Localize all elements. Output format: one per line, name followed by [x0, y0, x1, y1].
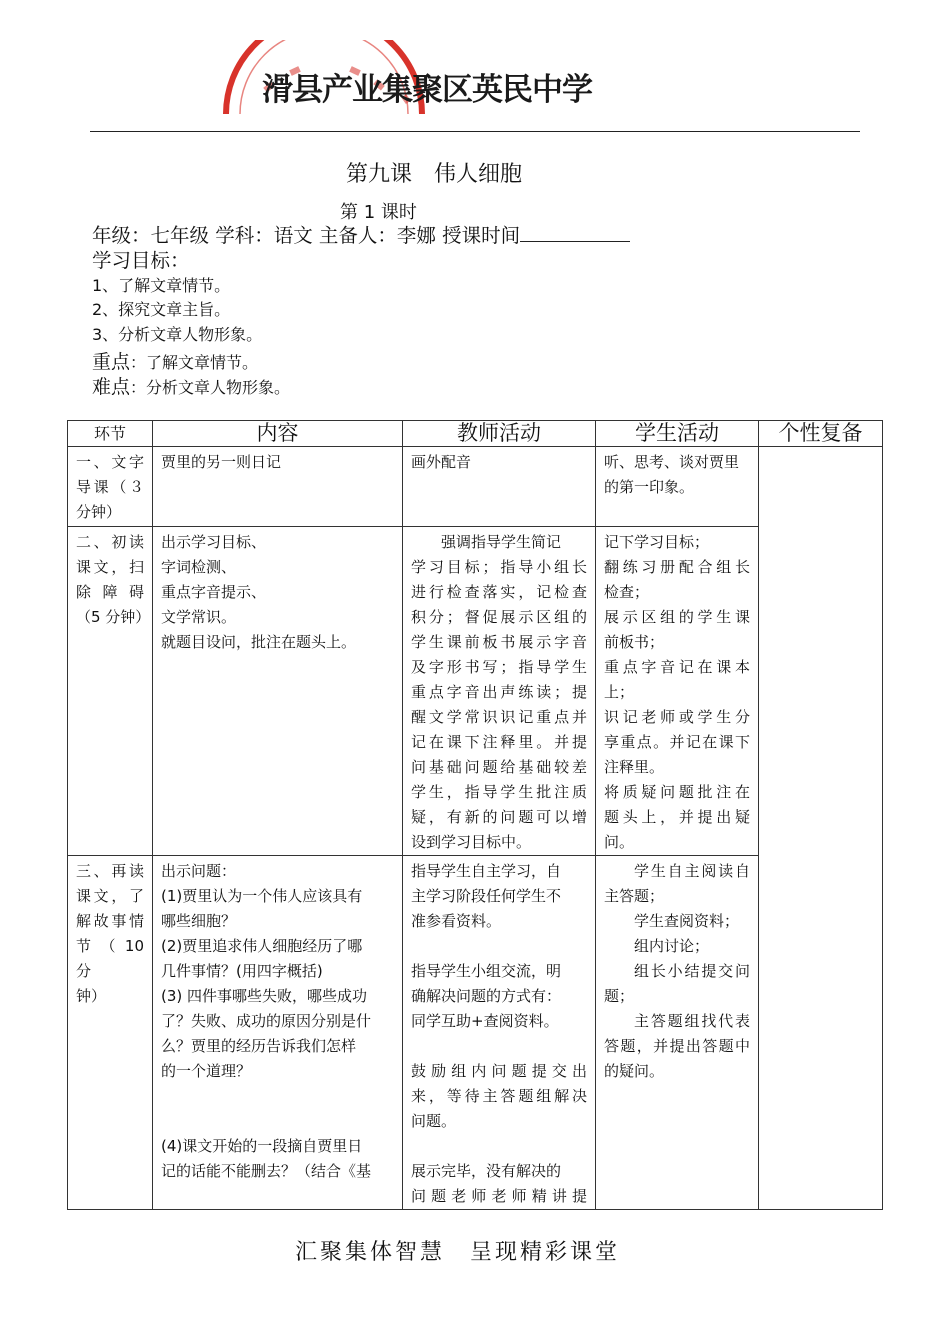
- student-line: 记下学习目标；: [604, 533, 710, 551]
- content-line: 记的话能不能删去？（结合《基: [161, 1162, 372, 1180]
- stage-line: 分钟）: [76, 503, 122, 521]
- stage-line: 解故事情: [76, 912, 144, 930]
- header-student-activity: 学生活动: [596, 421, 759, 447]
- notes-cell: [759, 447, 883, 1210]
- teacher-line: 问基础问题给基础较差: [411, 758, 587, 776]
- student-line: 展示区组的学生课: [604, 608, 750, 626]
- difficulty-point-label: 难点: [92, 376, 131, 398]
- teacher-line: 指导学生自主学习，自: [411, 862, 562, 880]
- teacher-line: 学生，指导学生批注质: [411, 783, 587, 801]
- header-teacher-activity: 教师活动: [403, 421, 596, 447]
- teacher-line: [411, 1034, 587, 1059]
- teacher-line: 重点字音出声练读；提: [411, 683, 587, 701]
- student-line: 题头上，并提出疑: [604, 808, 750, 826]
- school-name: 滑县产业集聚区英民中学: [262, 72, 592, 108]
- content-line: (4)课文开始的一段摘自贾里日: [161, 1137, 363, 1155]
- stage-line: 钟）: [76, 987, 107, 1005]
- student-cell: [596, 447, 759, 527]
- student-cell: [596, 856, 759, 1210]
- stage-line: 导课（３: [76, 478, 144, 496]
- teacher-line: 问题老师老师精讲提: [411, 1187, 587, 1205]
- content-line: [161, 1109, 394, 1134]
- student-line: 学生自主阅读自: [634, 862, 750, 880]
- teacher-line: 醒文学常识识记重点并: [411, 708, 587, 726]
- student-line: 重点字音记在课本: [604, 658, 750, 676]
- student-line: 的第一印象。: [604, 478, 695, 496]
- lesson-plan-table: [67, 420, 883, 1210]
- header-personal-notes: 个性复备: [759, 421, 883, 447]
- teacher-line: 学生课前板书展示字音: [411, 633, 587, 651]
- student-line: 听、思考、谈对贾里: [604, 453, 740, 471]
- student-line: 组内讨论；: [634, 937, 710, 955]
- table-row: [68, 447, 883, 527]
- teacher-line: [411, 934, 587, 959]
- teacher-cell: [403, 527, 596, 856]
- content-line: 的一个道理？: [161, 1062, 252, 1080]
- teacher-line: 学习目标；指导小组长: [411, 558, 587, 576]
- teacher-line: 积分；督促展示区组的: [411, 608, 587, 626]
- stage-line: 节（10 分: [76, 937, 149, 980]
- student-line: 主答题组找代表: [634, 1012, 750, 1030]
- teacher-line: 画外配音: [411, 453, 472, 471]
- teacher-cell: [403, 856, 596, 1210]
- student-line: 注释里。: [604, 758, 665, 776]
- content-cell: [153, 447, 403, 527]
- lesson-period: 第 1 课时: [340, 202, 417, 223]
- content-line: (3) 四件事哪些失败，哪些成功: [161, 987, 368, 1005]
- teacher-line: 鼓励组内问题提交出: [411, 1062, 587, 1080]
- student-line: 识记老师或学生分: [604, 708, 750, 726]
- teacher-line: [411, 1134, 587, 1159]
- student-line: 题；: [604, 987, 635, 1005]
- teacher-line: 记在课下注释里。并提: [411, 733, 587, 751]
- table-header-row: [68, 421, 883, 447]
- content-line: 文学常识。: [161, 608, 237, 626]
- content-line: 出示学习目标、: [161, 533, 267, 551]
- teaching-time-blank: [520, 223, 630, 242]
- goal-item: 1、了解文章情节。: [92, 276, 231, 295]
- student-line: 前板书；: [604, 633, 665, 651]
- difficulty-point: [92, 372, 290, 399]
- student-line: 上；: [604, 683, 635, 701]
- teacher-cell: [403, 447, 596, 527]
- stage-line: 一、文字: [76, 453, 144, 471]
- content-line: (2)贾里追求伟人细胞经历了哪: [161, 937, 363, 955]
- difficulty-point-text: ：分析文章人物形象。: [130, 378, 291, 397]
- lesson-meta-text: 年级：七年级 学科：语文 主备人：李娜 授课时间: [92, 224, 521, 247]
- content-line: 就题目设问，批注在题头上。: [161, 633, 357, 651]
- stage-cell: [68, 447, 153, 527]
- content-line: 字词检测、: [161, 558, 237, 576]
- content-line: 重点字音提示、: [161, 583, 267, 601]
- teacher-line: 强调指导学生简记: [441, 533, 562, 551]
- teacher-line: 指导学生小组交流，明: [411, 962, 562, 980]
- header-stage: 环节: [68, 421, 153, 447]
- stage-line: （5 分钟）: [76, 608, 151, 626]
- lesson-meta: [92, 220, 630, 248]
- content-line: (1)贾里认为一个伟人应该具有: [161, 887, 363, 905]
- content-line: 出示问题：: [161, 862, 237, 880]
- lesson-title: 第九课 伟人细胞: [346, 162, 523, 187]
- content-line: 了？失败、成功的原因分别是什: [161, 1012, 372, 1030]
- key-point-text: ：了解文章情节。: [130, 353, 259, 372]
- student-line: 检查；: [604, 583, 650, 601]
- header-rule: [90, 131, 860, 132]
- teacher-line: 及字形书写；指导学生: [411, 658, 587, 676]
- goal-item: 2、探究文章主旨。: [92, 300, 231, 319]
- teacher-line: 设到学习目标中。: [411, 833, 532, 851]
- teacher-line: 主学习阶段任何学生不: [411, 887, 562, 905]
- student-line: 学生查阅资料；: [634, 912, 740, 930]
- stage-line: 除 障 碍: [76, 583, 144, 601]
- student-cell: [596, 527, 759, 856]
- teacher-line: 问题。: [411, 1112, 457, 1130]
- content-line: 么？贾里的经历告诉我们怎样: [161, 1037, 357, 1055]
- student-line: 问。: [604, 833, 635, 851]
- footer-slogan: 汇聚集体智慧 呈现精彩课堂: [295, 1240, 621, 1265]
- content-line: 贾里的另一则日记: [161, 453, 282, 471]
- student-line: 答题，并提出答题中: [604, 1037, 750, 1055]
- stage-cell: [68, 527, 153, 856]
- stage-line: 课文，扫: [76, 558, 144, 576]
- teacher-line: 确解决问题的方式有：: [411, 987, 562, 1005]
- stage-line: 二、初读: [76, 533, 144, 551]
- student-line: 翻练习册配合组长: [604, 558, 750, 576]
- key-point: [92, 347, 258, 374]
- student-line: 将质疑问题批注在: [604, 783, 750, 801]
- content-cell: [153, 856, 403, 1210]
- stage-cell: [68, 856, 153, 1210]
- content-line: 几件事情？(用四字概括): [161, 962, 323, 980]
- stage-line: 课文，了: [76, 887, 144, 905]
- teacher-line: 准参看资料。: [411, 912, 502, 930]
- header-content: 内容: [153, 421, 403, 447]
- student-line: 享重点。并记在课下: [604, 733, 750, 751]
- stage-line: 三、再读: [76, 862, 144, 880]
- content-line: [161, 1084, 394, 1109]
- goals-heading: 学习目标：: [92, 249, 190, 272]
- teacher-line: 同学互助+查阅资料。: [411, 1012, 559, 1030]
- teacher-line: 来，等待主答题组解决: [411, 1087, 587, 1105]
- content-cell: [153, 527, 403, 856]
- student-line: 的疑问。: [604, 1062, 665, 1080]
- student-line: 组长小结提交问: [634, 962, 750, 980]
- key-point-label: 重点: [92, 351, 131, 373]
- content-line: 哪些细胞？: [161, 912, 237, 930]
- teacher-line: 进行检查落实，记检查: [411, 583, 587, 601]
- teacher-line: 展示完毕，没有解决的: [411, 1162, 562, 1180]
- teacher-line: 疑，有新的问题可以增: [411, 808, 587, 826]
- goal-item: 3、分析文章人物形象。: [92, 325, 263, 344]
- student-line: 主答题；: [604, 887, 665, 905]
